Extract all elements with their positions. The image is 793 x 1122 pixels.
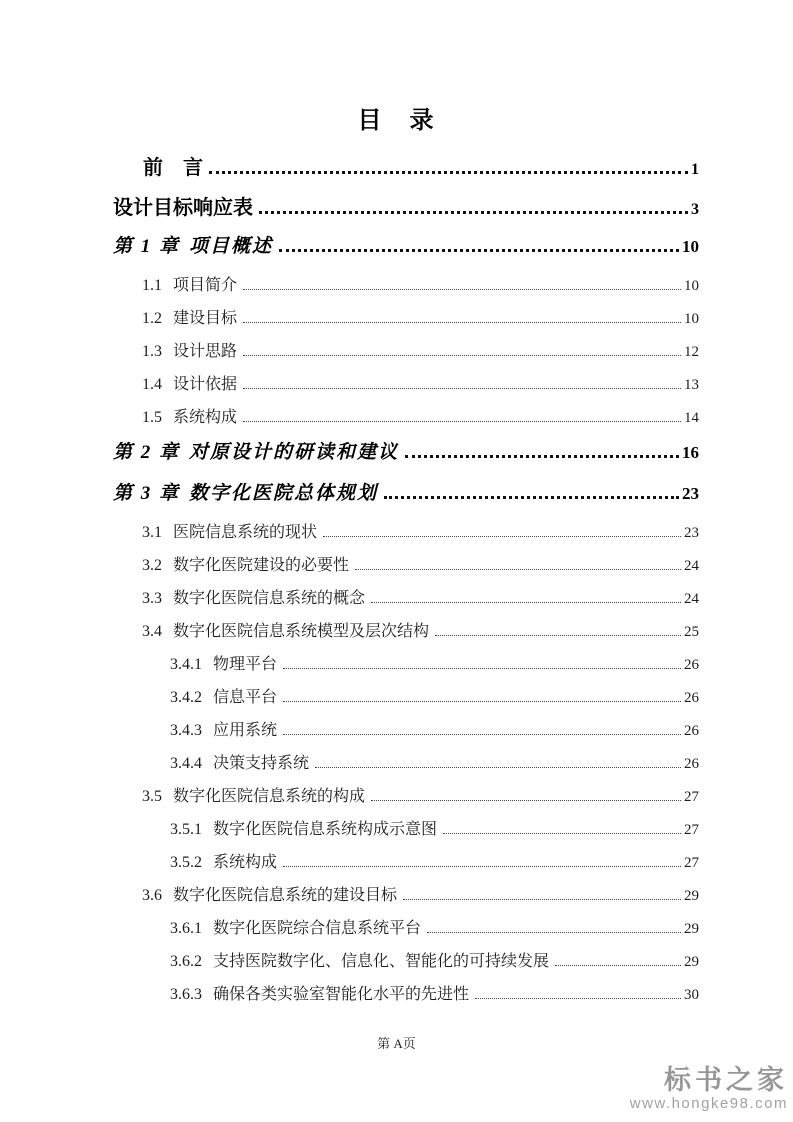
toc-entry-3-2 [113, 552, 699, 585]
toc-entry-title: 对原设计的研读和建议 [189, 442, 400, 463]
toc-entry-number: 3.1 [142, 524, 162, 541]
dot-leader [475, 998, 681, 999]
toc-entry-number: 1.2 [142, 310, 162, 327]
toc-entry-3-6 [113, 882, 699, 915]
toc-entry-title: 物理平台 [213, 656, 278, 673]
toc-entry-page: 27 [684, 855, 699, 871]
toc-entry-1-4 [113, 371, 699, 404]
toc-entry-number: 第 1 章 [113, 236, 181, 257]
dot-leader [405, 455, 679, 458]
toc-entry-number: 3.6.3 [170, 986, 202, 1003]
toc-entry-chapter-1 [113, 231, 699, 272]
toc-entry-title: 应用系统 [213, 722, 278, 739]
toc-entry-3-1 [113, 519, 699, 552]
toc-entry-page: 23 [684, 525, 699, 541]
dot-leader [427, 932, 681, 933]
watermark-url: www.hongke98.com [629, 1094, 788, 1112]
toc-entry-title: 决策支持系统 [213, 755, 310, 772]
toc-entry-number: 3.4.2 [170, 689, 202, 706]
toc-entry-number: 3.6.2 [170, 953, 202, 970]
dot-leader [283, 866, 681, 867]
toc-entry-number: 3.6 [142, 887, 162, 904]
dot-leader [323, 536, 681, 537]
dot-leader [259, 211, 688, 214]
toc-entry-3-5 [113, 783, 699, 816]
dot-leader [355, 569, 681, 570]
toc-entry-1-5 [113, 404, 699, 437]
toc-entry-title: 设计思路 [173, 343, 238, 360]
toc-entry-title: 支持医院数字化、信息化、智能化的可持续发展 [213, 953, 550, 970]
toc-entry-number: 1.5 [142, 409, 162, 426]
toc-entry-title: 项目简介 [173, 277, 238, 294]
toc-entry-title: 数字化医院信息系统的建设目标 [173, 887, 398, 904]
toc-entry-3-4-3 [113, 717, 699, 750]
toc-entry-3-5-2 [113, 849, 699, 882]
toc-entry-number: 1.3 [142, 343, 162, 360]
toc-entry-3-5-1 [113, 816, 699, 849]
toc-entry-number: 3.4.1 [170, 656, 202, 673]
toc-entry-1-1 [113, 272, 699, 305]
toc-entry-title: 数字化医院信息系统的概念 [173, 590, 366, 607]
toc-entry-title: 数字化医院信息系统构成示意图 [213, 821, 438, 838]
toc-entry-number: 3.5.1 [170, 821, 202, 838]
toc-entry-page: 10 [684, 311, 699, 327]
toc-entry-title: 数字化医院信息系统模型及层次结构 [173, 623, 430, 640]
page-number-footer: 第 A页 [377, 1036, 416, 1051]
dot-leader [435, 635, 681, 636]
toc-entry-page: 24 [684, 591, 699, 607]
dot-leader [371, 800, 681, 801]
toc-entry-page: 13 [684, 377, 699, 393]
toc-entry-page: 26 [684, 756, 699, 772]
dot-leader [243, 421, 681, 422]
toc-entry-title: 信息平台 [213, 689, 278, 706]
toc-entry-page: 12 [684, 344, 699, 360]
toc-entry-page: 30 [684, 987, 699, 1003]
toc-entry-title: 数字化医院建设的必要性 [173, 557, 350, 574]
toc-entry-number: 3.6.1 [170, 920, 202, 937]
toc-entry-number: 3.4.3 [170, 722, 202, 739]
dot-leader [555, 965, 681, 966]
toc-entry-number: 3.3 [142, 590, 162, 607]
toc-entry-page: 10 [682, 237, 699, 256]
toc-entry-response-table [113, 191, 699, 231]
toc-entry-page: 29 [684, 954, 699, 970]
toc-entry-title: 系统构成 [173, 409, 238, 426]
dot-leader [283, 701, 681, 702]
toc-entry-title: 设计目标响应表 [113, 197, 253, 219]
toc-entry-page: 3 [691, 201, 699, 218]
toc-entry-title: 确保各类实验室智能化水平的先进性 [213, 986, 470, 1003]
toc-entry-title: 系统构成 [213, 854, 278, 871]
toc-entry-page: 27 [684, 822, 699, 838]
toc-entry-1-3 [113, 338, 699, 371]
toc-entry-page: 29 [684, 921, 699, 937]
toc-entry-title: 设计依据 [173, 376, 238, 393]
toc-entry-page: 23 [682, 484, 699, 503]
toc-entry-title: 项目概述 [189, 236, 274, 257]
dot-leader [243, 355, 681, 356]
dot-leader [243, 388, 681, 389]
toc-entry-page: 24 [684, 558, 699, 574]
toc-entry-chapter-2 [113, 437, 699, 478]
toc-entry-page: 10 [684, 278, 699, 294]
toc-entry-page: 16 [682, 443, 699, 462]
table-of-contents [0, 135, 793, 1014]
dot-leader [243, 289, 681, 290]
toc-entry-number: 3.4.4 [170, 755, 202, 772]
dot-leader [384, 496, 679, 499]
toc-entry-3-4-4 [113, 750, 699, 783]
watermark-logo-text: 标书之家 [664, 1064, 788, 1095]
toc-entry-page: 26 [684, 723, 699, 739]
dot-leader [403, 899, 681, 900]
toc-entry-title: 数字化医院总体规划 [189, 483, 379, 504]
dot-leader [279, 249, 679, 252]
toc-entry-page: 26 [684, 690, 699, 706]
toc-entry-number: 1.1 [142, 277, 162, 294]
dot-leader [371, 602, 681, 603]
toc-entry-title: 数字化医院信息系统的构成 [173, 788, 366, 805]
toc-entry-number: 3.5 [142, 788, 162, 805]
dot-leader [243, 322, 681, 323]
toc-entry-page: 25 [684, 624, 699, 640]
toc-entry-title: 数字化医院综合信息系统平台 [213, 920, 422, 937]
toc-entry-number: 3.2 [142, 557, 162, 574]
toc-entry-3-6-3 [113, 981, 699, 1014]
watermark [630, 1066, 788, 1112]
toc-entry-page: 14 [684, 410, 699, 426]
toc-entry-title: 前 言 [143, 157, 203, 179]
toc-entry-title: 建设目标 [173, 310, 238, 327]
toc-entry-page: 26 [684, 657, 699, 673]
toc-title: 目 录 [357, 108, 436, 134]
dot-leader [209, 171, 688, 174]
toc-entry-1-2 [113, 305, 699, 338]
toc-entry-title: 医院信息系统的现状 [173, 524, 318, 541]
toc-entry-page: 27 [684, 789, 699, 805]
toc-entry-number: 1.4 [142, 376, 162, 393]
dot-leader [315, 767, 681, 768]
toc-entry-chapter-3 [113, 478, 699, 519]
toc-entry-number: 第 2 章 [113, 442, 181, 463]
toc-entry-3-4-2 [113, 684, 699, 717]
toc-entry-number: 3.4 [142, 623, 162, 640]
toc-entry-3-4-1 [113, 651, 699, 684]
toc-entry-page: 1 [691, 161, 699, 178]
toc-entry-3-4 [113, 618, 699, 651]
toc-entry-page: 29 [684, 888, 699, 904]
toc-entry-number: 第 3 章 [113, 483, 181, 504]
toc-entry-preface [113, 151, 699, 191]
toc-entry-3-6-1 [113, 915, 699, 948]
toc-entry-3-6-2 [113, 948, 699, 981]
toc-entry-number: 3.5.2 [170, 854, 202, 871]
dot-leader [283, 668, 681, 669]
dot-leader [283, 734, 681, 735]
toc-entry-3-3 [113, 585, 699, 618]
dot-leader [443, 833, 681, 834]
